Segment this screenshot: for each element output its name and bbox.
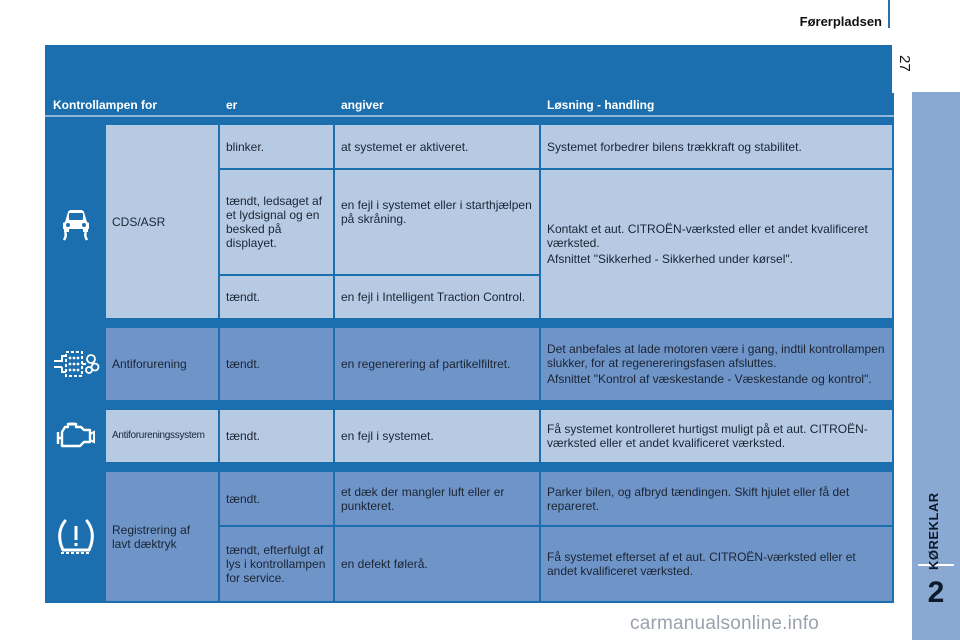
column-header-lamp: Kontrollampen for [46, 94, 219, 116]
cds-state-3: tændt. [219, 275, 334, 319]
daek-icon-cell [46, 471, 105, 602]
cds-solution-2 [540, 169, 893, 319]
cds-solution-1: Systemet forbedrer bilens trækkraft og stabilitet. [540, 124, 893, 169]
skid-car-icon [56, 202, 96, 242]
daek-meaning-2: en defekt følerå. [334, 526, 540, 602]
table-header-row [46, 94, 893, 116]
column-header-meaning: angiver [334, 94, 540, 116]
header-rule [888, 0, 890, 28]
chapter-number: 2 [927, 576, 945, 609]
cds-state-2: tændt, ledsaget af et lydsignal og en besked på displayet. [219, 169, 334, 275]
antiforurening-name: Antiforurening [105, 327, 219, 401]
antiforurening-solution-reference: Afsnittet "Kontrol af væskestande - Væskestande og kontrol". [547, 372, 872, 386]
engine-icon [54, 420, 98, 452]
warning-lamp-panel [45, 45, 892, 597]
antiforureningssystem-name: Antiforureningssystem [105, 409, 219, 463]
antiforurening-icon-cell [46, 327, 105, 401]
antiforurening-meaning: en regenerering af partikelfiltret. [334, 327, 540, 401]
column-header-state: er [219, 94, 334, 116]
cds-icon-cell [46, 124, 105, 319]
cds-state-1: blinker. [219, 124, 334, 169]
watermark: carmanualsonline.info [630, 613, 820, 634]
daek-state-1: tændt. [219, 471, 334, 526]
daek-meaning-1: et dæk der mangler luft eller er punkteret. [334, 471, 540, 526]
table-row [46, 471, 893, 526]
antiforureningssystem-state: tændt. [219, 409, 334, 463]
cds-name: CDS/ASR [105, 124, 219, 319]
antiforurening-state: tændt. [219, 327, 334, 401]
warning-lamp-table [45, 93, 894, 603]
antiforurening-solution [540, 327, 893, 401]
cds-solution-text: Kontakt et aut. CITROËN-værksted eller et andet kvalificeret værksted. [547, 222, 868, 250]
daek-solution-1: Parker bilen, og afbryd tændingen. Skift hjulet eller få det repareret. [540, 471, 893, 526]
daek-name: Registrering af lavt dæktryk [105, 471, 219, 602]
antiforureningssystem-solution: Få systemet kontrolleret hurtigst muligt på et aut. CITROËN-værksted eller et andet kvalificeret værksted. [540, 409, 893, 463]
page-number: 27 [896, 55, 913, 72]
chapter-label: KØREKLAR [926, 492, 941, 570]
page-header-title: Førerpladsen [799, 14, 882, 29]
table-row [46, 327, 893, 401]
antiforureningssystem-icon-cell [46, 409, 105, 463]
daek-state-2: tændt, efterfulgt af lys i kontrollampen for service. [219, 526, 334, 602]
column-header-solution: Løsning - handling [540, 94, 893, 116]
daek-solution-2: Få systemet efterset af et aut. CITROËN-værksted eller et andet kvalificeret værksted. [540, 526, 893, 602]
cds-meaning-2: en fejl i systemet eller i starthjælpen på skråning. [334, 169, 540, 275]
cds-solution-reference: Afsnittet "Sikkerhed - Sikkerhed under kørsel". [547, 252, 793, 266]
antiforurening-solution-text: Det anbefales at lade motoren være i gang, indtil kontrollampen slukker, for at regenereringsfasen afsluttes. [547, 342, 885, 370]
cds-meaning-3: en fejl i Intelligent Traction Control. [334, 275, 540, 319]
tyre-pressure-icon [54, 517, 98, 557]
table-row [46, 409, 893, 463]
antiforureningssystem-meaning: en fejl i systemet. [334, 409, 540, 463]
particle-filter-icon [52, 347, 100, 381]
table-row [46, 124, 893, 169]
cds-meaning-1: at systemet er aktiveret. [334, 124, 540, 169]
chapter-side-tab [912, 92, 960, 640]
